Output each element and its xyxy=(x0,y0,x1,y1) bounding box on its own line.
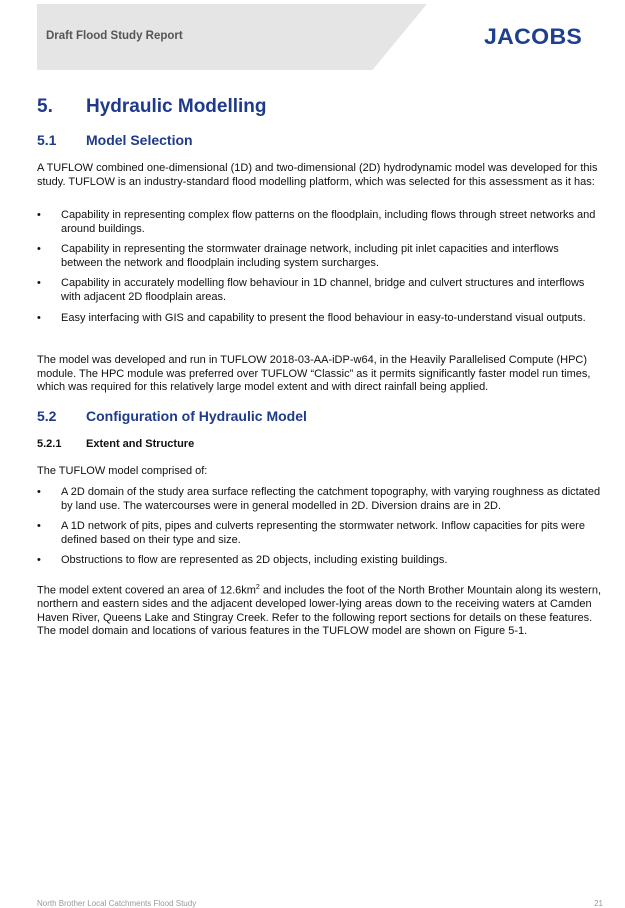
report-header-title: Draft Flood Study Report xyxy=(46,30,183,42)
footer-document-title: North Brother Local Catchments Flood Study xyxy=(37,899,197,908)
bullet-icon: • xyxy=(37,209,41,221)
footer-page-number: 21 xyxy=(594,899,603,908)
model-selection-intro: A TUFLOW combined one-dimensional (1D) and two-dimensional (2D) hydrodynamic model was developed for this study. TUFLOW is an industry-standard flood modelling platform, which was selected for this assessment as it has: xyxy=(37,162,598,188)
list-item: • Capability in accurately modelling flow behaviour in 1D channel, bridge and culvert structures and interflows with adjacent 2D floodplain areas. xyxy=(37,277,585,303)
section-5-2-number: 5.2 xyxy=(37,408,57,424)
section-5-2-1-number: 5.2.1 xyxy=(37,438,62,450)
list-item: • Obstructions to flow are represented as 2D objects, including existing buildings. xyxy=(37,554,448,567)
section-5-1-number: 5.1 xyxy=(37,132,57,148)
section-5-2-title: Configuration of Hydraulic Model xyxy=(86,408,307,424)
section-5-title: Hydraulic Modelling xyxy=(86,96,267,117)
section-5-number: 5. xyxy=(37,96,53,117)
bullet-icon: • xyxy=(37,520,41,533)
jacobs-logo: JACOBS xyxy=(484,24,583,49)
closing-text-start: The model extent covered an area of 12.6km xyxy=(37,584,256,597)
extent-structure-bullets xyxy=(37,486,603,575)
section-5-heading xyxy=(37,96,597,118)
section-5-2-1-heading xyxy=(37,438,597,450)
bullet-icon: • xyxy=(37,277,41,290)
section-5-2-heading xyxy=(37,408,597,424)
section-5-2-1-title: Extent and Structure xyxy=(86,438,195,450)
section-5-1-heading xyxy=(37,132,597,148)
extent-structure-intro: The TUFLOW model comprised of: xyxy=(37,465,208,477)
model-selection-closing: The model was developed and run in TUFLOW 2018-03-AA-iDP-w64, in the Heavily Parallelised Compute (HPC) module. The HPC module was preferred over TUFLOW “Classic” as it permits significantly faster model run times, which was required for this relatively large model extent and with direct rainfall being applied. xyxy=(37,354,591,394)
bullet-icon: • xyxy=(37,486,41,498)
list-item: • A 2D domain of the study area surface reflecting the catchment topography, with varying roughness as dictated by land use. The watercourses were in general modelled in 2D. Diversion drains are in 2D. xyxy=(37,486,601,512)
list-item: • Capability in representing complex flow patterns on the floodplain, including flows through street networks and around buildings. xyxy=(37,209,596,235)
superscript-2: 2 xyxy=(255,584,260,591)
list-item: • Easy interfacing with GIS and capability to present the flood behaviour in easy-to-understand visual outputs. xyxy=(37,311,586,324)
list-item: • A 1D network of pits, pipes and culverts representing the stormwater network. Inflow capacities for pits were defined based on their type and size. xyxy=(37,520,585,546)
extent-structure-closing xyxy=(37,581,603,639)
list-item: • Capability in representing the stormwater drainage network, including pit inlet capacities and interflows between the network and floodplain including system surcharges. xyxy=(37,243,559,269)
section-5-1-title: Model Selection xyxy=(86,132,193,148)
closing-text-end: and includes the foot of the North Brother Mountain along its western, northern and eastern sides and the adjacent developed lower-lying areas down to the receiving waters at Camden Haven River, Queens Lake and Stingray Creek. Refer to the following report sections for details on these features. The model domain and locations of various features in the TUFLOW model are shown on Figure 5-1. xyxy=(37,584,602,638)
bullet-icon: • xyxy=(37,311,41,324)
model-selection-bullets xyxy=(37,209,603,332)
bullet-icon: • xyxy=(37,243,41,256)
bullet-icon: • xyxy=(37,554,41,567)
page-footer xyxy=(37,899,603,908)
